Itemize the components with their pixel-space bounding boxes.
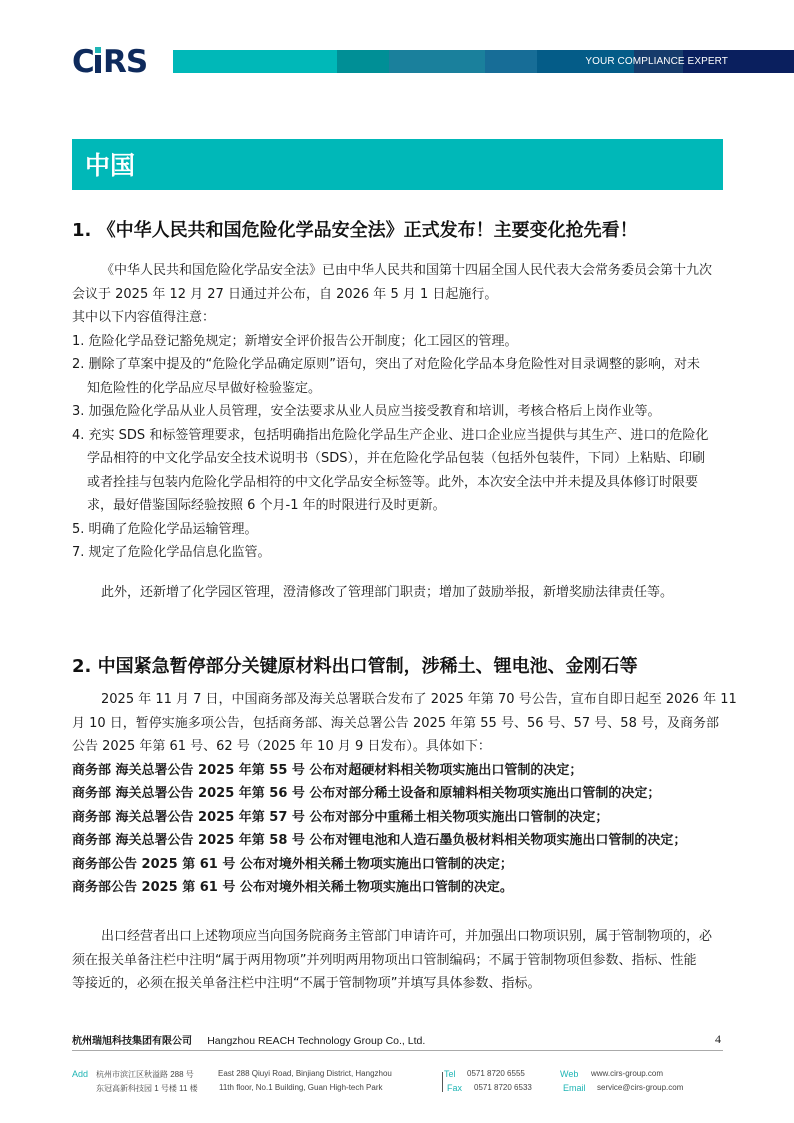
section-banner — [72, 139, 723, 190]
address-en-2: 11th floor, No.1 Building, Guan High-tech Park — [219, 1083, 383, 1092]
announcement-item: 商务部公告 2025 第 61 号 公布对境外相关稀土物项实施出口管制的决定。 — [72, 880, 513, 895]
list-item: 4. 充实 SDS 和标签管理要求，包括明确指出危险化学品生产企业、进口企业应当提供与其生产、进口的危险化 — [72, 427, 709, 443]
intro-line: 月 10 日，暂停实施多项公告，包括商务部、海关总署公告 2025 年第 55 号、56 号、57 号、58 号，及商务部 — [72, 715, 719, 731]
list-item: 2. 删除了草案中提及的“危险化学品确定原则”语句，突出了对危险化学品本身危险性对目录调整的影响，对未 — [72, 357, 701, 372]
list-item-cont: 学品相符的中文化学品安全技术说明书（SDS），并在危险化学品包装（包括外包装件，下同）上粘贴、印刷 — [87, 451, 706, 466]
section1-closing — [72, 581, 723, 605]
address-en-1: East 288 Qiuyi Road, Binjiang District, Hangzhou — [218, 1069, 392, 1078]
intro-line: 2025 年 11 月 7 日，中国商务部及海关总署联合发布了 2025 年第 70 号公告，宣布自即日起至 2026 年 11 — [101, 692, 737, 707]
list-item: 3. 加强危险化学品从业人员管理，安全法要求从业人员应当接受教育和培训，考核合格后上岗作业等。 — [72, 404, 661, 419]
section2-body — [72, 688, 737, 900]
closing-line: 等接近的，必须在报关单备注栏中注明“不属于管制物项”并填写具体参数、指标。 — [72, 976, 541, 991]
tagline: YOUR COMPLIANCE EXPERT — [585, 56, 728, 67]
cirs-logo — [72, 44, 168, 76]
banner-title: 中国 — [85, 151, 136, 180]
intro-line: 公告 2025 年第 61 号、62 号（2025 年 10 月 9 日发布）。具体如下： — [72, 739, 491, 754]
announcement-item: 商务部 海关总署公告 2025 年第 56 号 公布对部分稀土设备和原辅料相关物项实施出口管制的决定； — [72, 786, 661, 801]
intro-line: 《中华人民共和国危险化学品安全法》已由中华人民共和国第十四届全国人民代表大会常务委员会第十九次 — [101, 263, 713, 278]
closing-line: 此外，还新增了化学园区管理，澄清修改了管理部门职责；增加了鼓励举报，新增奖励法律责任等。 — [101, 585, 674, 600]
bar-segment — [389, 50, 485, 73]
section1-heading: 1. 《中华人民共和国危险化学品安全法》正式发布！主要变化抢先看！ — [72, 220, 638, 241]
announcement-item: 商务部 海关总署公告 2025 年第 58 号 公布对锂电池和人造石墨负极材料相关物项实施出口管制的决定； — [72, 833, 687, 848]
announcement-item: 商务部 海关总署公告 2025 年第 57 号 公布对部分中重稀土相关物项实施出口管制的决定； — [72, 809, 609, 825]
section1-body — [72, 259, 723, 565]
svg-text:RS: RS — [103, 44, 148, 76]
list-item: 5. 明确了危险化学品运输管理。 — [72, 521, 258, 537]
page-number: 4 — [715, 1032, 721, 1046]
list-item-cont: 或者拴挂与包装内危险化学品相符的中文化学品安全标签等。此外，本次安全法中并未提及具体修订时限要 — [87, 474, 699, 490]
intro-line: 其中以下内容值得注意： — [72, 310, 216, 325]
add-label: Add — [72, 1069, 89, 1079]
intro-line: 会议于 2025 年 12 月 27 日通过并公布，自 2026 年 5 月 1 日起施行。 — [72, 286, 498, 302]
announcement-item: 商务部 海关总署公告 2025 年第 55 号 公布对超硬材料相关物项实施出口管制的决定； — [72, 762, 583, 778]
tel-value: 0571 8720 6555 — [467, 1069, 525, 1078]
footer-divider — [442, 1072, 443, 1092]
closing-line: 出口经营者出口上述物项应当向国务院商务主管部门申请许可，并加强出口物项识别，属于管制物项的，必 — [101, 929, 713, 944]
closing-line: 须在报关单备注栏中注明“属于两用物项”并列明两用物项出口管制编码；不属于管制物项但参数、指标、性能 — [72, 952, 697, 968]
web-label: Web — [560, 1069, 579, 1079]
bar-segment — [173, 50, 337, 73]
list-item: 7. 规定了危险化学品信息化监管。 — [72, 545, 271, 560]
company-name-en: Hangzhou REACH Technology Group Co., Ltd. — [207, 1035, 426, 1047]
list-item: 1. 危险化学品登记豁免规定；新增安全评价报告公开制度；化工园区的管理。 — [72, 333, 518, 349]
announcement-item: 商务部公告 2025 第 61 号 公布对境外相关稀土物项实施出口管制的决定； — [72, 856, 513, 872]
bar-segment — [485, 50, 537, 73]
footer-company — [72, 1032, 723, 1051]
fax-label: Fax — [447, 1083, 463, 1093]
list-item-cont: 求，最好借鉴国际经验按照 6 个月-1 年的时限进行及时更新。 — [87, 498, 446, 513]
fax-value: 0571 8720 6533 — [474, 1083, 532, 1092]
address-cn-2: 东冠高新科技园 1 号楼 11 楼 — [96, 1084, 198, 1093]
logo-mark — [72, 44, 168, 76]
bar-segment — [337, 50, 389, 73]
email-link[interactable]: service@cirs-group.com — [597, 1083, 684, 1092]
list-item-cont: 知危险性的化学品应尽早做好检验鉴定。 — [87, 380, 322, 396]
svg-text:C: C — [72, 44, 94, 76]
section2-closing — [72, 925, 723, 996]
address-cn-1: 杭州市滨江区秋溢路 288 号 — [96, 1070, 194, 1079]
company-name-cn: 杭州瑞旭科技集团有限公司 — [72, 1036, 192, 1047]
section2-heading: 2. 中国紧急暂停部分关键原材料出口管制，涉稀土、锂电池、金刚石等 — [72, 656, 638, 677]
tel-label: Tel — [444, 1069, 456, 1079]
web-link[interactable]: www.cirs-group.com — [591, 1069, 664, 1078]
email-label: Email — [563, 1083, 586, 1093]
